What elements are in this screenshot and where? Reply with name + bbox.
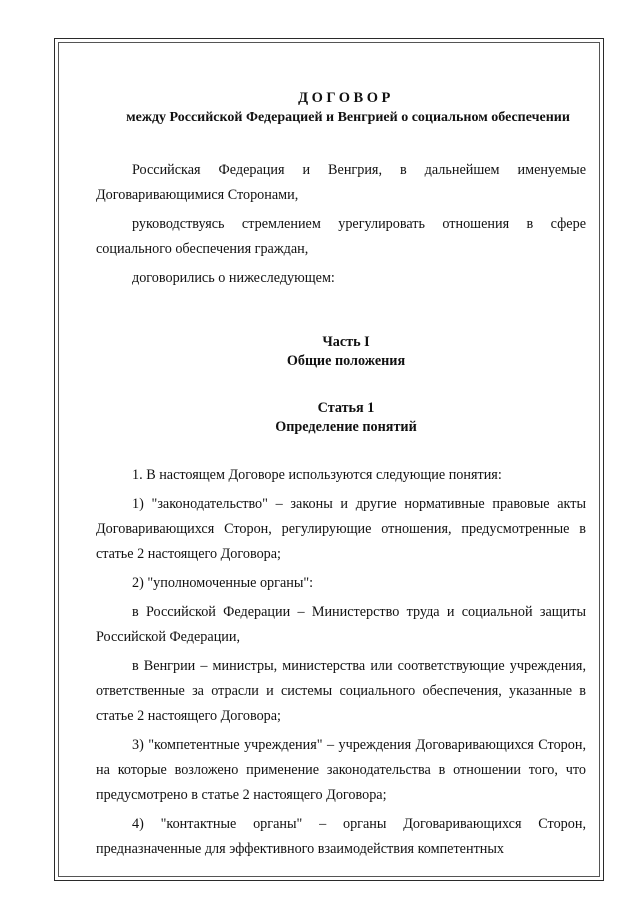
part-heading bbox=[106, 333, 586, 371]
article-paragraph: в Венгрии – министры, министерства или соответствующие учреждения, ответственные за отрасли и системы социального обеспечения, указанные в статье 2 настоящего Договора; bbox=[96, 658, 586, 724]
preamble-paragraph: Российская Федерация и Венгрия, в дальнейшем именуемые Договаривающимися Сторонами, bbox=[96, 162, 586, 203]
document-body bbox=[96, 88, 586, 862]
article-paragraph: 1) "законодательство" – законы и другие нормативные правовые акты Договаривающихся Сторон, регулирующие отношения, предусмотренные в статье 2 настоящего Договора; bbox=[96, 496, 586, 562]
part-number: Часть I bbox=[322, 334, 370, 350]
article-number: Статья 1 bbox=[317, 400, 375, 416]
article-heading bbox=[106, 399, 586, 437]
part-name: Общие положения bbox=[286, 353, 406, 369]
preamble-paragraph: договорились о нижеследующем: bbox=[132, 270, 335, 286]
article-paragraph: 3) "компетентные учреждения" – учреждения Договаривающихся Сторон, на которые возложено применение законодательства в отношении того, что предусмотрено в статье 2 настоящего Договора; bbox=[96, 737, 586, 803]
article-name: Определение понятий bbox=[275, 419, 417, 435]
article-paragraph: 1. В настоящем Договоре используются следующие понятия: bbox=[132, 467, 502, 483]
document-subtitle: между Российской Федерацией и Венгрией о социальном обеспечении bbox=[126, 110, 570, 125]
article-paragraph: в Российской Федерации – Министерство труда и социальной защиты Российской Федерации, bbox=[96, 604, 586, 645]
preamble-paragraph: руководствуясь стремлением урегулировать отношения в сфере социального обеспечения граждан, bbox=[96, 216, 586, 257]
article-paragraph: 2) "уполномоченные органы": bbox=[132, 575, 314, 591]
article-paragraph: 4) "контактные органы" – органы Договаривающихся Сторон, предназначенные для эффективного взаимодействия компетентных bbox=[96, 816, 586, 857]
document-title: ДОГОВОР bbox=[298, 90, 394, 106]
